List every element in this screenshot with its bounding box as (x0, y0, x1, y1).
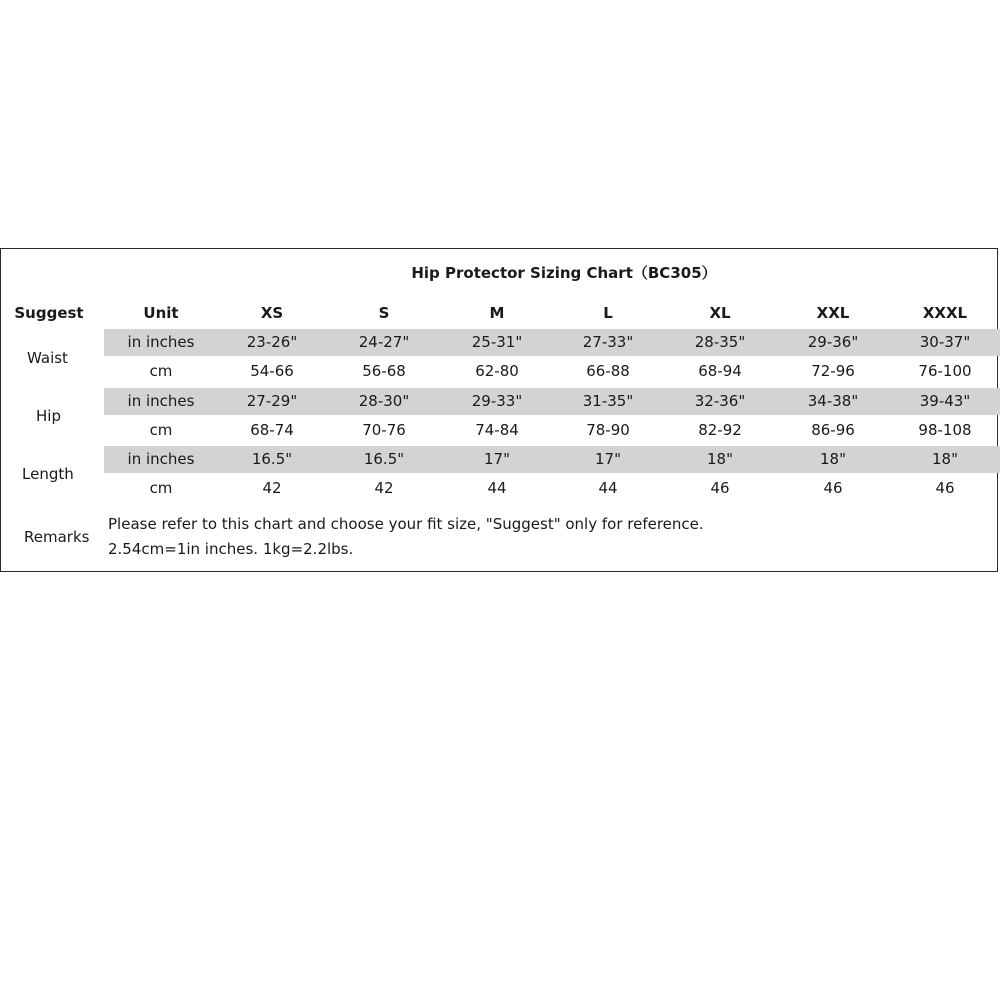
unit-cell: cm (149, 362, 173, 380)
value-cell: 25-31" (471, 333, 523, 351)
header-suggest: Suggest (14, 304, 84, 322)
value-cell: 68-74 (250, 421, 294, 439)
header-size-xs: XS (260, 304, 284, 322)
value-cell: 29-33" (471, 392, 523, 410)
header-size-xl: XL (709, 304, 731, 322)
value-cell: 86-96 (811, 421, 855, 439)
value-cell: 18" (707, 450, 733, 468)
value-cell: 17" (484, 450, 510, 468)
group-label-waist: Waist (27, 349, 68, 367)
value-cell: 54-66 (250, 362, 294, 380)
value-cell: 34-38" (807, 392, 859, 410)
value-cell: 29-36" (807, 333, 859, 351)
value-cell: 56-68 (362, 362, 406, 380)
value-cell: 24-27" (358, 333, 410, 351)
value-cell: 28-30" (358, 392, 410, 410)
value-cell: 72-96 (811, 362, 855, 380)
value-cell: 42 (374, 479, 394, 497)
value-cell: 78-90 (586, 421, 630, 439)
unit-cell: in inches (127, 450, 195, 468)
value-cell: 32-36" (694, 392, 746, 410)
value-cell: 98-108 (918, 421, 972, 439)
value-cell: 27-33" (582, 333, 634, 351)
value-cell: 28-35" (694, 333, 746, 351)
header-unit: Unit (143, 304, 179, 322)
value-cell: 42 (262, 479, 282, 497)
group-label-hip: Hip (36, 407, 61, 425)
header-size-m: M (489, 304, 505, 322)
header-size-xxxl: XXXL (922, 304, 968, 322)
value-cell: 74-84 (475, 421, 519, 439)
value-cell: 44 (598, 479, 618, 497)
value-cell: 76-100 (918, 362, 972, 380)
value-cell: 46 (935, 479, 955, 497)
remarks-line-2: 2.54cm=1in inches. 1kg=2.2lbs. (108, 540, 354, 558)
value-cell: 18" (932, 450, 958, 468)
value-cell: 30-37" (919, 333, 971, 351)
value-cell: 27-29" (246, 392, 298, 410)
value-cell: 82-92 (698, 421, 742, 439)
value-cell: 46 (710, 479, 730, 497)
value-cell: 39-43" (919, 392, 971, 410)
value-cell: 44 (487, 479, 507, 497)
header-size-s: S (378, 304, 390, 322)
value-cell: 17" (595, 450, 621, 468)
unit-cell: in inches (127, 333, 195, 351)
value-cell: 68-94 (698, 362, 742, 380)
remarks-label: Remarks (24, 528, 90, 546)
value-cell: 23-26" (246, 333, 298, 351)
unit-cell: cm (149, 421, 173, 439)
value-cell: 31-35" (582, 392, 634, 410)
value-cell: 66-88 (586, 362, 630, 380)
chart-title: Hip Protector Sizing Chart（BC305） (411, 264, 717, 282)
group-label-length: Length (22, 465, 74, 483)
value-cell: 16.5" (251, 450, 293, 468)
unit-cell: in inches (127, 392, 195, 410)
remarks-line-1: Please refer to this chart and choose your fit size, "Suggest" only for reference. (108, 515, 704, 533)
value-cell: 18" (820, 450, 846, 468)
value-cell: 70-76 (362, 421, 406, 439)
value-cell: 46 (823, 479, 843, 497)
unit-cell: cm (149, 479, 173, 497)
header-size-l: L (603, 304, 613, 322)
value-cell: 62-80 (475, 362, 519, 380)
header-size-xxl: XXL (816, 304, 850, 322)
value-cell: 16.5" (363, 450, 405, 468)
